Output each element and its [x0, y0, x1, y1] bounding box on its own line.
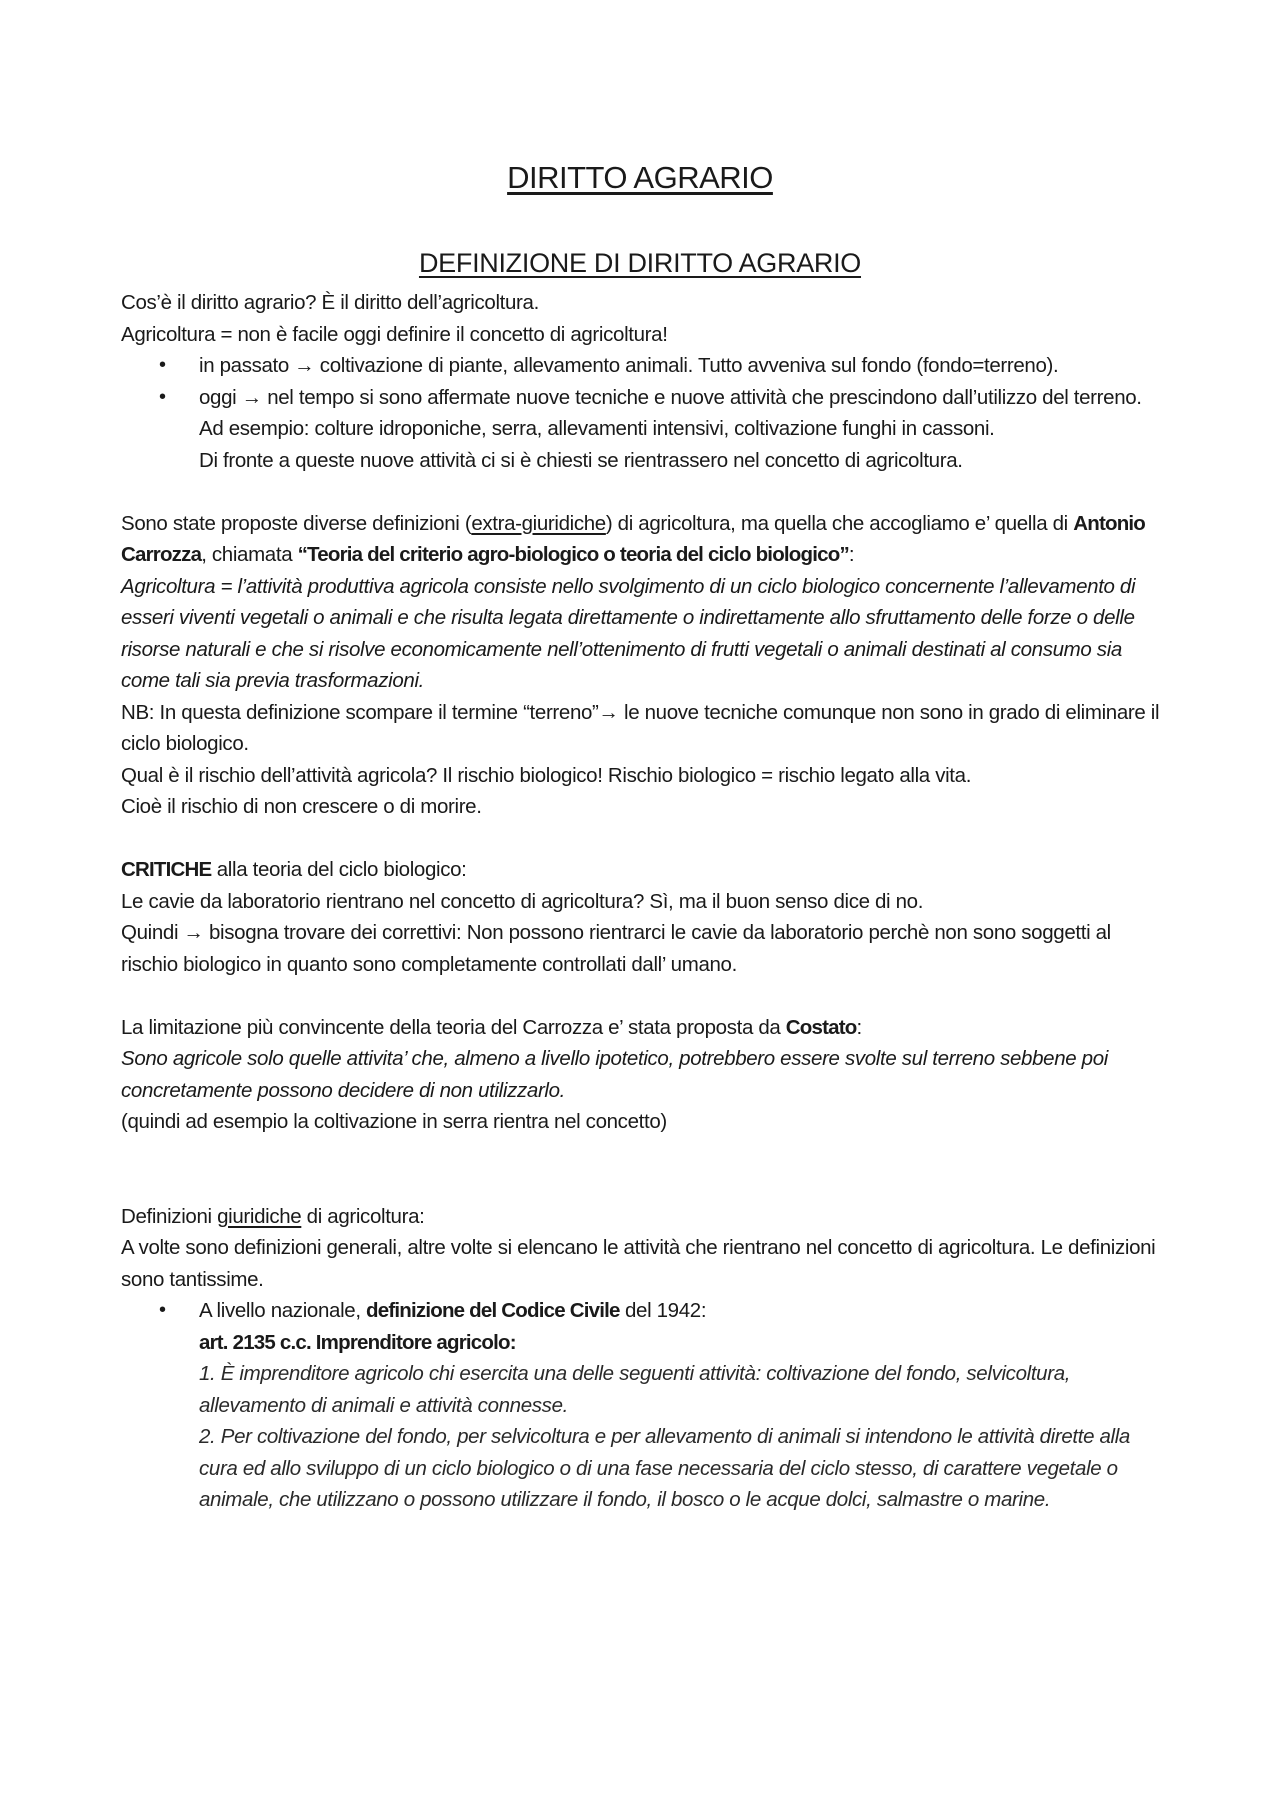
list-item-text-continued: Di fronte a queste nuove attività ci si è chiesti se rientrassero nel concetto di agricoltura.: [199, 448, 963, 472]
critiche-line-2: Quindi → bisogna trovare dei correttivi: Non possono rientrarci le cavie da laboratorio perchè non sono soggetti al rischio biologico in quanto sono completamente controllati dall’ umano.: [121, 921, 1111, 976]
critiche-heading: CRITICHE alla teoria del ciclo biologico:: [121, 858, 467, 881]
article-paragraph-1: 1. È imprenditore agricolo chi esercita una delle seguenti attività: coltivazione del fondo, selvicoltura, allevamento di animali e attività connesse.: [199, 1362, 1071, 1417]
bullet-icon: •: [159, 354, 166, 376]
risk-line-1: Qual è il rischio dell’attività agricola? Il rischio biologico! Rischio biologico = rischio legato alla vita.: [121, 763, 972, 787]
article-paragraph-2: 2. Per coltivazione del fondo, per selvicoltura e per allevamento di animali si intendono le attività dirette alla cura ed allo sviluppo di un ciclo biologico o di una fase necessaria del ciclo stesso, di carattere vegetale o animale, che utilizzano o possono utilizzare il fondo, il bosco o le acque dolci, salmastre o marine.: [199, 1425, 1130, 1511]
document-title: DIRITTO AGRARIO: [507, 160, 773, 195]
article-heading: art. 2135 c.c. Imprenditore agricolo:: [199, 1330, 516, 1354]
list-item-text: oggi → nel tempo si sono affermate nuove tecniche e nuove attività che prescindono dall’utilizzo del terreno. Ad esempio: colture idroponiche, serra, allevamenti intensivi, coltivazione funghi in cassoni.: [199, 385, 1142, 440]
nb-note: NB: In questa definizione scompare il termine “terreno”→ le nuove tecniche comunque non sono in grado di eliminare il ciclo biologico.: [121, 700, 1160, 755]
costato-name: Costato: [785, 1015, 857, 1039]
bullet-icon: •: [159, 1299, 166, 1321]
list-item: [121, 350, 1161, 382]
codice-civile-term: definizione del Codice Civile: [366, 1299, 620, 1322]
risk-line-2: Cioè il rischio di non crescere o di morire.: [121, 795, 482, 818]
costato-paragraph: La limitazione più convincente della teoria del Carrozza e’ stata proposta da Costato:: [121, 1015, 862, 1039]
spacer: [121, 980, 1161, 1012]
carrozza-paragraph: Sono state proposte diverse definizioni (extra-giuridiche) di agricoltura, ma quella che accogliamo e’ quella di Antonio Carrozza, chiamata “Teoria del criterio agro-biologico o teoria del ciclo biologico”:: [121, 511, 1146, 566]
list-item: [121, 382, 1161, 477]
author-name: Antonio Carrozza: [121, 511, 1146, 566]
list-item-text: in passato → coltivazione di piante, allevamento animali. Tutto avveniva sul fondo (fondo=terreno).: [199, 354, 1059, 377]
spacer: [121, 1138, 1161, 1201]
list-item: • A livello nazionale, definizione del Codice Civile del 1942:: [121, 1295, 1161, 1327]
agricoltura-definition: Agricoltura = l’attività produttiva agricola consiste nello svolgimento di un ciclo biologico concernente l’allevamento di esseri viventi vegetali o animali e che risulta legata direttamente o indirettamente allo sfruttamento delle forze o delle risorse naturali e che si risolve economicamente nell’ottenimento di frutti vegetali o animali destinati al consumo sia come tali sia previa trasformazioni.: [121, 574, 1136, 692]
bullet-icon: •: [159, 385, 166, 408]
intro-line-1: Cos’è il diritto agrario? È il diritto dell’agricoltura.: [121, 291, 539, 314]
intro-line-2: Agricoltura = non è facile oggi definire il concetto di agricoltura!: [121, 322, 668, 346]
giuridiche-line-1: A volte sono definizioni generali, altre volte si elencano le attività che rientrano nel concetto di agricoltura. Le definizioni sono tantissime.: [121, 1236, 1156, 1291]
giuridiche-heading: Definizioni giuridiche di agricoltura:: [121, 1204, 425, 1228]
costato-note: (quindi ad esempio la coltivazione in serra rientra nel concetto): [121, 1110, 667, 1133]
bullet-list-past-present: [121, 350, 1161, 476]
costato-quote: Sono agricole solo quelle attivita’ che, almeno a livello ipotetico, potrebbero essere svolte sul terreno sebbene poi concretamente possono decidere di non utilizzarlo.: [121, 1047, 1108, 1102]
theory-name: “Teoria del criterio agro-biologico o teoria del ciclo biologico”: [297, 543, 849, 566]
critiche-label: CRITICHE: [121, 858, 212, 881]
section-title: DEFINIZIONE DI DIRITTO AGRARIO: [418, 248, 862, 278]
extra-giuridiche-term: extra-giuridiche: [471, 511, 606, 535]
spacer: [121, 476, 1161, 508]
document-body: [121, 287, 1161, 1516]
bullet-list-legal: [121, 1295, 1161, 1327]
spacer: [121, 823, 1161, 855]
giuridiche-term: giuridiche: [217, 1204, 302, 1228]
critiche-line-1: Le cavie da laboratorio rientrano nel concetto di agricoltura? Sì, ma il buon senso dice di no.: [121, 889, 924, 913]
